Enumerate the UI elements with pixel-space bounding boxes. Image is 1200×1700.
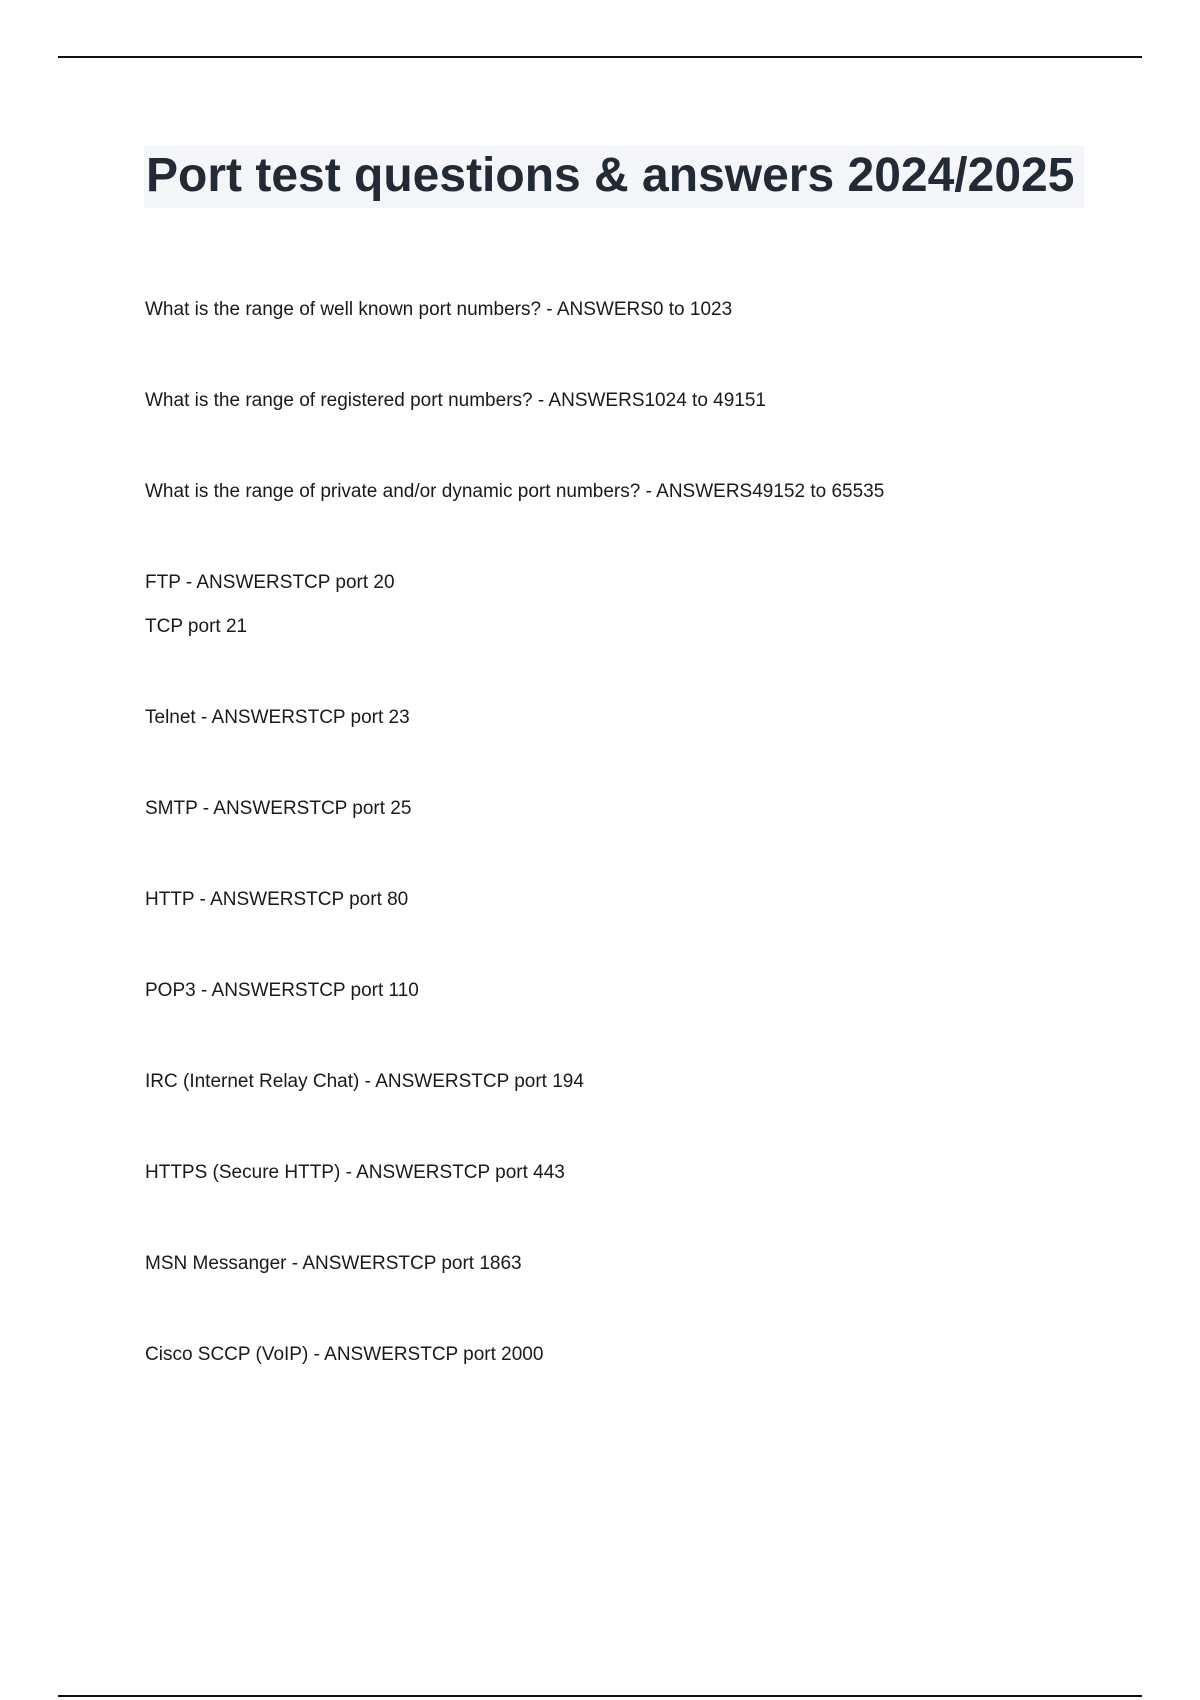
qa-text: SMTP - ANSWERSTCP port 25	[145, 798, 412, 819]
qa-text: What is the range of registered port numbers? - ANSWERS1024 to 49151	[145, 390, 766, 411]
qa-text: POP3 - ANSWERSTCP port 110	[145, 980, 419, 1001]
qa-text: HTTPS (Secure HTTP) - ANSWERSTCP port 443	[145, 1162, 565, 1183]
qa-list	[145, 288, 1125, 1377]
qa-item	[145, 878, 1125, 922]
qa-text: What is the range of private and/or dynamic port numbers? - ANSWERS49152 to 65535	[145, 481, 885, 502]
qa-item	[145, 561, 1125, 649]
header-rule	[58, 56, 1142, 58]
qa-item	[145, 787, 1125, 831]
qa-item	[145, 1333, 1125, 1377]
qa-item	[145, 696, 1125, 740]
qa-text: What is the range of well known port numbers? - ANSWERS0 to 1023	[145, 299, 733, 320]
qa-text: IRC (Internet Relay Chat) - ANSWERSTCP port 194	[145, 1071, 584, 1092]
qa-item	[145, 288, 1125, 332]
qa-item	[145, 1151, 1125, 1195]
qa-item	[145, 379, 1125, 423]
qa-text: HTTP - ANSWERSTCP port 80	[145, 889, 409, 910]
qa-item	[145, 470, 1125, 514]
qa-text: FTP - ANSWERSTCP port 20	[145, 572, 395, 593]
qa-item	[145, 969, 1125, 1013]
qa-text: MSN Messanger - ANSWERSTCP port 1863	[145, 1253, 522, 1274]
qa-item	[145, 1242, 1125, 1286]
qa-text: Telnet - ANSWERSTCP port 23	[145, 707, 410, 728]
qa-text-continued: TCP port 21	[145, 616, 248, 637]
qa-text: Cisco SCCP (VoIP) - ANSWERSTCP port 2000	[145, 1344, 544, 1365]
title-highlight	[144, 146, 1084, 208]
footer-rule	[58, 1695, 1142, 1697]
qa-item	[145, 1060, 1125, 1104]
document-title: Port test questions & answers 2024/2025	[146, 149, 1075, 202]
